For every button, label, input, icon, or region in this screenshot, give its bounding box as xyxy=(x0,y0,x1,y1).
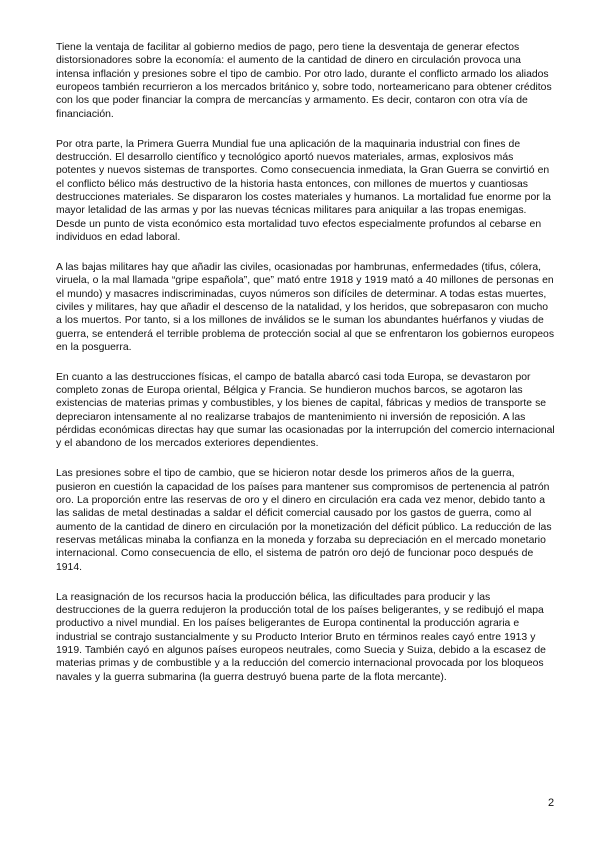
paragraph-5: Las presiones sobre el tipo de cambio, que se hicieron notar desde los primeros años de la guerra, pusieron en cuestión la capacidad de los países para mantener sus compromisos de pertenencia al patrón oro. La proporción entre las reservas de oro y el dinero en circulación era cada vez menor, debido tanto a las salidas de metal destinadas a saldar el déficit comercial causado por los gastos de guerra, como al aumento de la cantidad de dinero en circulación por la monetización del déficit público. La reducción de las reservas metálicas minaba la confianza en la moneda y forzaba su depreciación en el mercado monetario internacional. Como consecuencia de ello, el sistema de patrón oro dejó de funcionar poco después de 1914. xyxy=(56,468,552,573)
paragraph-3: A las bajas militares hay que añadir las civiles, ocasionadas por hambrunas, enfermedades (tifus, cólera, viruela, o la mal llamada “gripe española”, que” mató entre 1918 y 1919 mató a 40 millones de personas en el mundo) y masacres indiscriminadas, cuyos números son difíciles de determinar. A todas estas muertes, civiles y militares, hay que añadir el descenso de la natalidad, y los heridos, que sobrepasaron con mucho a los muertos. Por tanto, si a los millones de inválidos se le suman los abundantes huérfanos y viudas de guerra, se entenderá el terrible problema de protección social al que se enfrentaron los gobiernos europeos en la posguerra. xyxy=(56,261,555,353)
page-number: 2 xyxy=(548,797,555,809)
paragraph-6: La reasignación de los recursos hacia la producción bélica, las dificultades para producir y las destrucciones de la guerra redujeron la producción total de los países beligerantes, y se redibujó el mapa productivo a nivel mundial. En los países beligerantes de Europa continental la producción agraria e industrial se contrajo sustancialmente y su Producto Interior Bruto en términos reales cayó entre 1913 y 1919. También cayó en algunos países europeos neutrales, como Suecia y Suiza, debido a la escasez de materias primas y de combustible y a la reducción del comercio internacional provocada por los bloqueos navales y la guerra submarina (la guerra destruyó buena parte de la flota mercante). xyxy=(56,591,546,683)
document-body xyxy=(56,41,556,700)
paragraph-4: En cuanto a las destrucciones físicas, el campo de batalla abarcó casi toda Europa, se devastaron por completo zonas de Europa oriental, Bélgica y Francia. Se hundieron muchos barcos, se agotaron las existencias de materias primas y combustibles, y los bienes de capital, fábricas y medios de transporte se depreciaron intensamente al no realizarse trabajos de mantenimiento ni inversión de reposición. A las pérdidas económicas directas hay que sumar las ocasionadas por la interrupción del comercio internacional y el abandono de los mercados exteriores dependientes. xyxy=(56,371,555,450)
paragraph-1: Tiene la ventaja de facilitar al gobierno medios de pago, pero tiene la desventaja de generar efectos distorsionadores sobre la economía: el aumento de la cantidad de dinero en circulación provoca una intensa inflación y presiones sobre el tipo de cambio. Por otro lado, durante el conflicto armado los aliados europeos también recurrieron a los mercados británico y, sobre todo, norteamericano para obtener créditos con los que poder financiar la compra de mercancías y armamento. Es decir, contaron con otra vía de financiación. xyxy=(56,42,552,120)
paragraph-2: Por otra parte, la Primera Guerra Mundial fue una aplicación de la maquinaria industrial con fines de destrucción. El desarrollo científico y tecnológico aportó nuevos materiales, armas, explosivos más potentes y nuevos sistemas de transportes. Como consecuencia inmediata, la Gran Guerra se convirtió en el conflicto bélico más destructivo de la historia hasta entonces, con millones de muertos y cuantiosas destrucciones materiales. Se dispararon los costes materiales y humanos. La mortalidad fue enorme por la mayor letalidad de las armas y por las nuevas técnicas militares para aniquilar a las tropas enemigas. Desde un punto de vista económico esta mortalidad tuvo efectos especialmente profundos al cebarse en individuos en edad laboral. xyxy=(56,138,551,243)
